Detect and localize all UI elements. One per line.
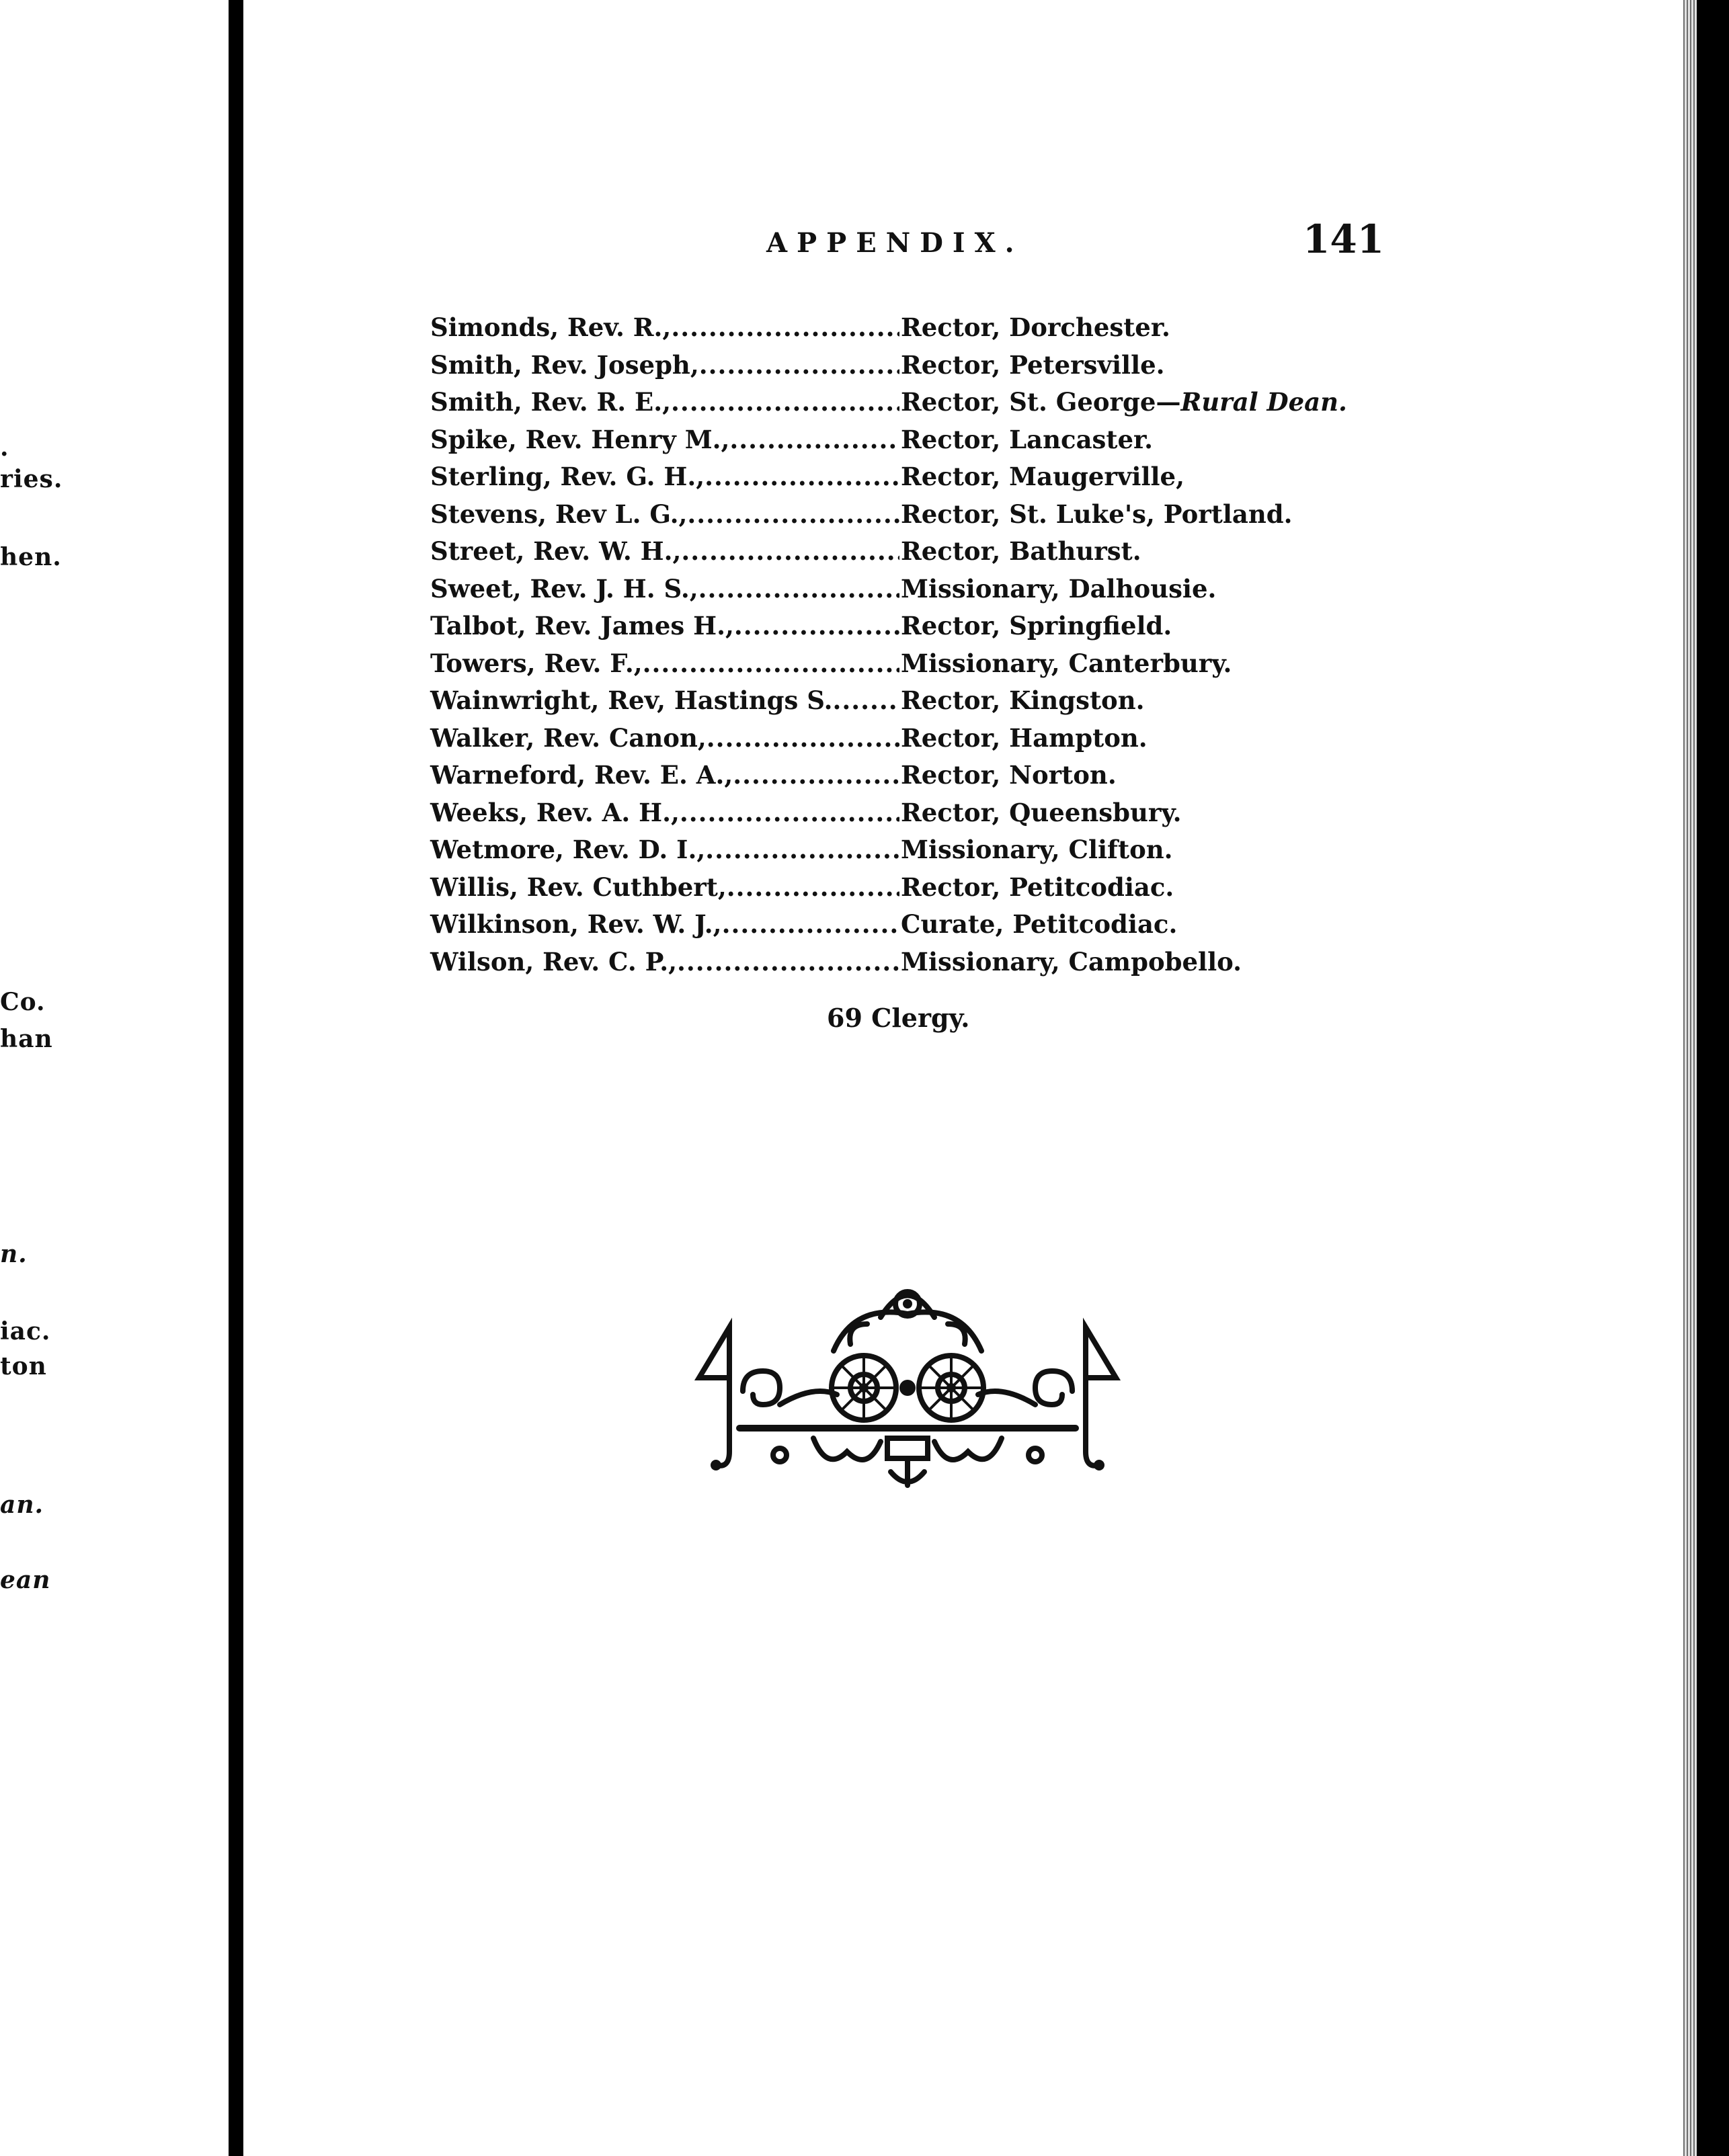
leader-dots [707,723,899,753]
clergy-entry [430,425,1371,462]
clergy-name: Talbot, Rev. James H., [430,611,734,640]
clergy-entry [430,313,1371,350]
left-page-fragment: n. [0,1240,28,1268]
clergy-post: Rector, Kingston. [901,686,1145,715]
clergy-name: Street, Rev. W. H., [430,536,682,566]
clergy-entry [430,611,1371,649]
clergy-post: Rector, Dorchester. [901,313,1170,342]
leader-dots [699,350,899,380]
leader-dots [671,387,899,417]
clergy-post: Rector, Norton. [901,760,1117,790]
clergy-post: Rector, Maugerville, [901,462,1184,491]
leader-dots [727,872,899,902]
clergy-post: Rector, Bathurst. [901,536,1141,566]
clergy-entry [430,462,1371,499]
clergy-entry [430,723,1371,761]
clergy-name: Weeks, Rev. A. H., [430,797,680,827]
leader-dots [671,313,899,342]
clergy-post: Missionary, Campobello. [901,946,1242,977]
page-edge-lines [1683,0,1697,2156]
page-number: 141 [1303,216,1385,262]
scan-border [1697,0,1729,2156]
page-gutter [229,0,243,2156]
leader-dots [677,947,899,977]
clergy-name: Stevens, Rev L. G., [430,499,688,529]
clergy-entry [430,872,1371,910]
clergy-entry [430,649,1371,686]
clergy-post: Rector, St. George—Rural Dean. [901,387,1347,417]
left-page-fragment: hen. [0,543,62,571]
clergy-entry [430,947,1371,985]
leader-dots [722,909,899,939]
clergy-name: Simonds, Rev. R., [430,313,672,342]
clergy-post: Missionary, Dalhousie. [901,573,1217,604]
clergy-name: Spike, Rev. Henry M., [430,424,730,454]
left-page-fragment: an. [0,1491,44,1519]
clergy-list [430,313,1371,984]
clergy-name: Sterling, Rev. G. H., [430,462,705,491]
leader-dots [681,536,899,566]
clergy-entry [430,798,1371,835]
clergy-post: Missionary, Clifton. [901,835,1173,864]
left-page-fragment: iac. [0,1317,51,1345]
clergy-name: Wilson, Rev. C. P., [430,946,678,977]
leader-dots [698,574,899,604]
leader-dots [643,649,899,678]
clergy-post: Rector, Petersville. [901,349,1165,380]
clergy-note: Rural Dean. [1180,387,1347,417]
clergy-name: Walker, Rev. Canon, [430,722,707,753]
leader-dots [734,611,899,640]
leader-dots [705,462,899,491]
clergy-post: Rector, Lancaster. [901,424,1153,454]
leader-dots [687,499,899,529]
clergy-entry [430,686,1371,723]
clergy-name: Willis, Rev. Cuthbert, [430,872,727,902]
clergy-entry [430,536,1371,574]
clergy-total: 69 Clergy. [827,1003,970,1033]
left-page-fragment: han [0,1025,53,1053]
leader-dots [733,760,899,790]
left-page-fragment: ton [0,1352,47,1380]
clergy-entry [430,909,1371,947]
clergy-post: Missionary, Canterbury. [901,648,1232,678]
left-page-fragment: Co. [0,988,46,1016]
clergy-name: Smith, Rev. Joseph, [430,349,699,380]
clergy-post: Rector, Queensbury. [901,797,1182,827]
clergy-entry [430,387,1371,425]
clergy-post: Rector, Springfield. [901,611,1172,640]
clergy-name: Smith, Rev. R. E., [430,387,671,417]
clergy-name: Towers, Rev. F., [430,648,643,678]
left-page-fragment: . [0,433,9,462]
leader-dots [680,798,899,827]
left-page-fragment: ries. [0,465,63,493]
clergy-entry [430,574,1371,612]
clergy-post: Rector, Petitcodiac. [901,872,1174,902]
clergy-name: Wetmore, Rev. D. I., [430,835,706,864]
clergy-post: Rector, St. Luke's, Portland. [901,499,1293,529]
leader-dots [833,686,899,715]
clergy-name: Warneford, Rev. E. A., [430,760,733,790]
decorative-ornament-icon [679,1277,1136,1492]
clergy-post: Rector, Hampton. [901,722,1148,753]
running-head: APPENDIX. [766,227,1024,259]
clergy-name: Sweet, Rev. J. H. S., [430,573,698,604]
clergy-entry [430,499,1371,537]
clergy-entry [430,350,1371,388]
clergy-entry [430,835,1371,872]
leader-dots [705,835,899,864]
clergy-entry [430,760,1371,798]
leader-dots [729,425,899,454]
left-page-fragment: ean [0,1566,51,1594]
clergy-name: Wilkinson, Rev. W. J., [430,909,722,939]
clergy-name: Wainwright, Rev, Hastings S. [430,686,833,715]
clergy-post: Curate, Petitcodiac. [901,909,1178,939]
